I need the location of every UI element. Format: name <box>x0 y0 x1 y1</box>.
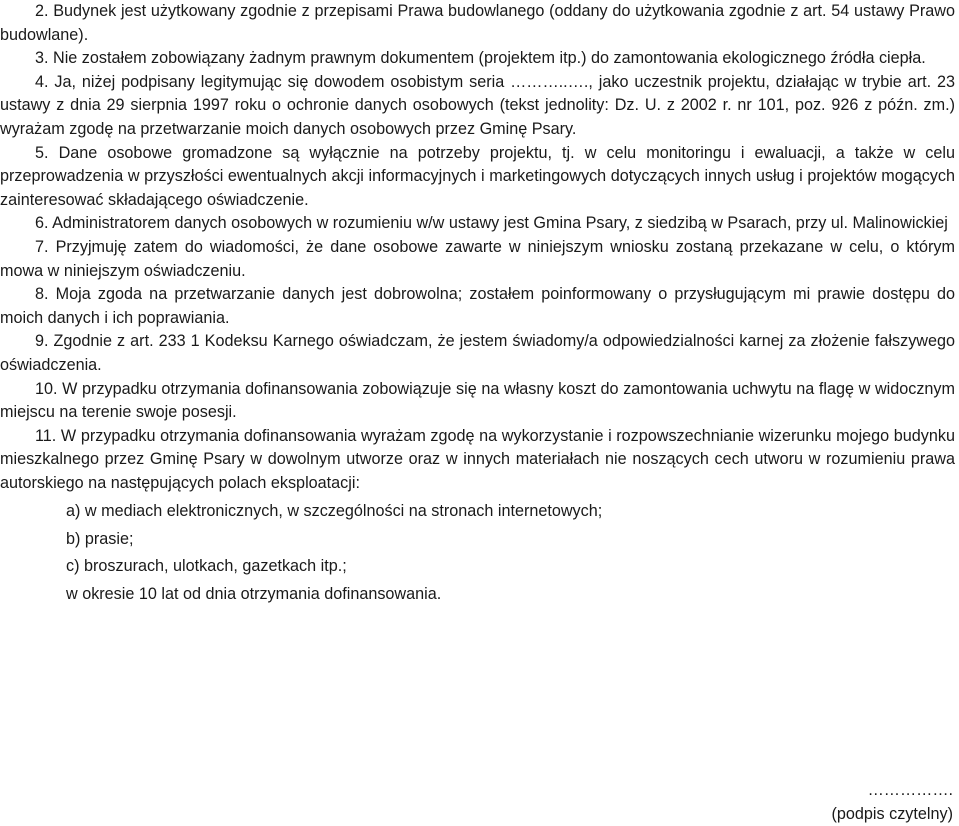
clause-2: 2. Budynek jest użytkowany zgodnie z przepisami Prawa budowlanego (oddany do użytkowania zgodnie z art. 54 ustawy Prawo budowlane). <box>0 2 955 44</box>
field-period: w okresie 10 lat od dnia otrzymania dofinansowania. <box>66 584 442 603</box>
field-electronic-media: a) w mediach elektronicznych, w szczególności na stronach internetowych; <box>66 502 603 521</box>
clause-10: 10. W przypadku otrzymania dofinansowania zobowiązuje się na własny koszt do zamontowania uchwytu na flagę w widocznym miejscu na terenie swoje posesji. <box>0 379 955 422</box>
clause-11: 11. W przypadku otrzymania dofinansowania wyrażam zgodę na wykorzystanie i rozpowszechnianie wizerunku mojego budynku mieszkalnego przez Gminę Psary w dowolnym utworze oraz w innych materiałach nie noszących cech utworu w rozumieniu prawa autorskiego na następujących polach eksploatacji: <box>0 426 955 492</box>
clause-6: 6. Administratorem danych osobowych w rozumieniu w/w ustawy jest Gmina Psary, z siedzibą w Psarach, przy ul. Malinowickiej <box>35 214 948 233</box>
field-brochures: c) broszurach, ulotkach, gazetkach itp.; <box>66 557 347 576</box>
clause-4: 4. Ja, niżej podpisany legitymując się dowodem osobistym seria ………..…., jako uczestnik projektu, działając w trybie art. 23 ustawy z dnia 29 sierpnia 1997 roku o ochronie danych osobowych (tekst jednolity: Dz. U. z 2002 r. nr 101, poz. 926 z późn. zm.) wyrażam zgodę na przetwarzanie moich danych osobowych przez Gminę Psary. <box>0 72 955 138</box>
clause-5: 5. Dane osobowe gromadzone są wyłącznie na potrzeby projektu, tj. w celu monitoringu i ewaluacji, a także w celu przeprowadzenia w przyszłości ewentualnych akcji informacyjnych i marketingowych dotyczących innych usług i projektów mogących zainteresować składającego oświadczenie. <box>0 143 955 209</box>
clause-8: 8. Moja zgoda na przetwarzanie danych jest dobrowolna; zostałem poinformowany o przysługującym mi prawie dostępu do moich danych i ich poprawiania. <box>0 285 955 327</box>
clause-9: 9. Zgodnie z art. 233 1 Kodeksu Karnego oświadczam, że jestem świadomy/a odpowiedzialności karnej za złożenie fałszywego oświadczenia. <box>0 332 955 374</box>
clause-7: 7. Przyjmuję zatem do wiadomości, że dane osobowe zawarte w niniejszym wniosku zostaną przekazane w celu, o którym mowa w niniejszym oświadczeniu. <box>0 237 955 280</box>
field-press: b) prasie; <box>66 529 134 548</box>
signature-block <box>832 778 953 826</box>
signature-line: ……………. <box>867 781 953 799</box>
signature-label: (podpis czytelny) <box>831 805 953 823</box>
clause-3: 3. Nie zostałem zobowiązany żadnym prawnym dokumentem (projektem itp.) do zamontowania ekologicznego źródła ciepła. <box>35 49 926 68</box>
